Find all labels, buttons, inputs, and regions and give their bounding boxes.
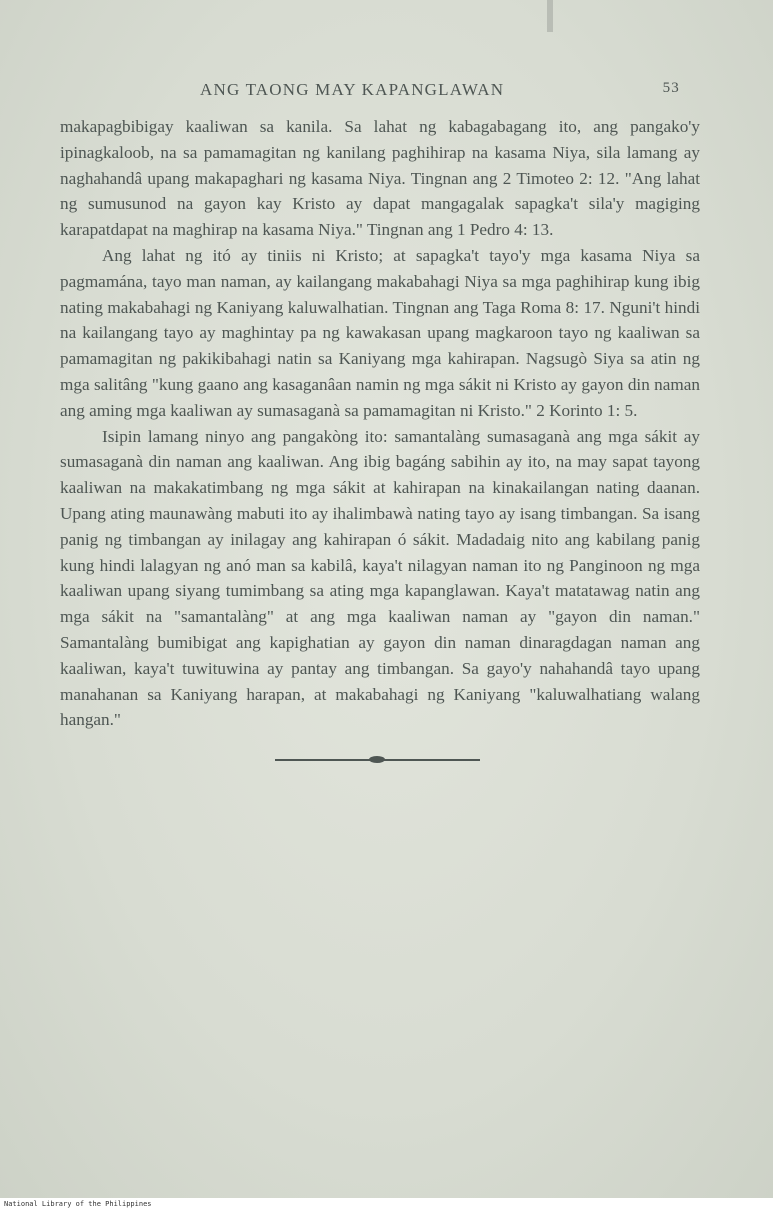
- ornament-center: [369, 756, 385, 763]
- book-page: [60, 80, 700, 765]
- paragraph: makapagbibigay kaaliwan sa kanila. Sa lahat ng kabagabagang ito, ang pangako'y ipinagkaloob, na sa pamamagitan ng kanilang paghihirap na kasama Niya, sila lamang ay naghahandâ upang makapaghari ng kasama Niya. Tingnan ang 2 Timoteo 2: 12. "Ang lahat ng sumusunod na gayon kay Kristo ay dapat mangagalak sapagka't sila'y magiging karapatdapat na maghirap na kasama Niya." Tingnan ang 1 Pedro 4: 13.: [60, 117, 700, 240]
- running-title: ANG TAONG MAY KAPANGLAWAN: [200, 80, 505, 99]
- page-header: [60, 80, 700, 108]
- body-text: [60, 114, 700, 733]
- binding-mark: [547, 0, 553, 32]
- library-credit: National Library of the Philippines: [4, 1200, 152, 1208]
- paragraph: Isipin lamang ninyo ang pangakòng ito: samantalàng sumasaganà ang mga sákit ay sumasaganà din naman ang kaaliwan. Ang ibig bagáng sabihin ay ito, na may sapat tayong kaaliwan na makakatimbang ng mga sákit at kahirapan na kinakailangan nating daanan. Upang ating maunawàng mabuti ito ay ihalimbawà nating tayo ay isang timbangan. Sa isang panig ng timbangan ay inilagay ang kahirapan ó sákit. Madadaig nito ang kabilang panig kung hindi lalagyan ng anó man sa kabilâ, kaya't nilagyan naman ito ng Panginoon ng mga kaaliwan upang siyang tumimbang sa ating mga kapanglawan. Kaya't matatawag natin ang mga sákit na "samantalàng" at ang mga kaaliwan naman ay "gayon din naman." Samantalàng bumibigat ang kapighatian ay gayon din naman dinaragdagan naman ang kaaliwan, kaya't tuwituwina ay pantay ang timbangan. Sa gayo'y nahahandâ tayo upang manahanan sa Kaniyang harapan, at makabahagi ng Kaniyang "kaluwalhatiang walang hangan.": [60, 426, 700, 730]
- page-number: 53: [662, 80, 680, 96]
- paragraph: Ang lahat ng itó ay tiniis ni Kristo; at sapagka't tayo'y mga kasama Niya sa pagmamána, tayo man naman, ay kailangang makabahagi Niya sa mga paghihirap kung ibig nating makabahagi ng Kaniyang kaluwalhatian. Tingnan ang Taga Roma 8: 17. Nguni't hindi na kailangang tayo ay maghintay pa ng kawakasan upang magkaroon tayo ng kaaliwan sa pamamagitan ng pakikibahagi natin sa Kaniyang mga kahirapan. Nagsugò Siya sa atin ng mga salitâng "kung gaano ang kasaganâan namin ng mga sákit ni Kristo ay gayon din naman ang aming mga kaaliwan ay sumasaganà sa pamamagitan ni Kristo." 2 Korinto 1: 5.: [60, 245, 700, 420]
- section-ornament: [275, 755, 480, 765]
